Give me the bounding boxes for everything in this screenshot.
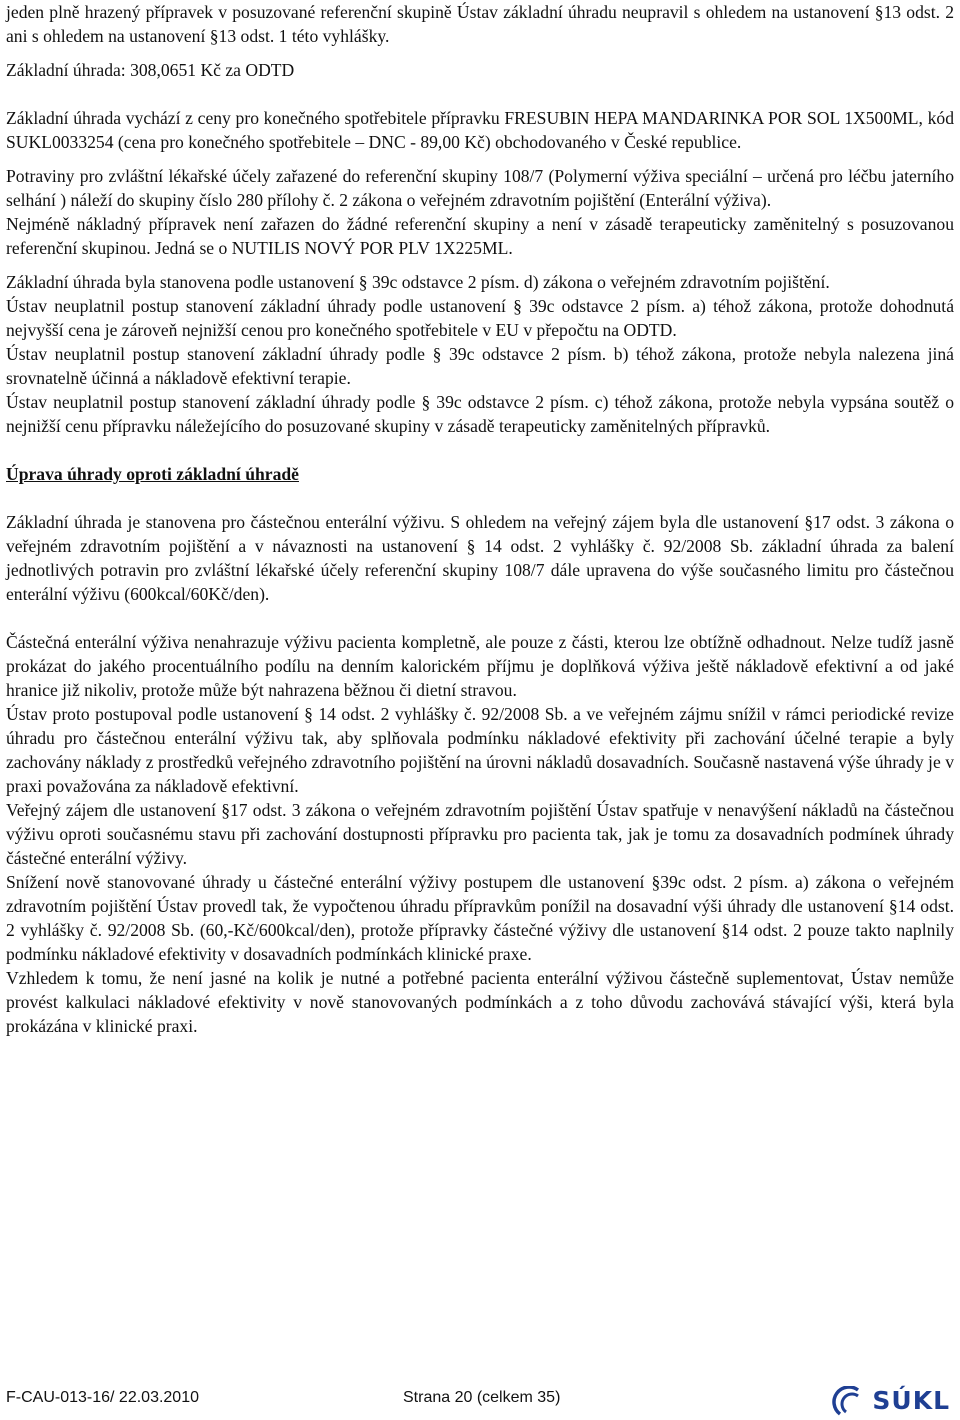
paragraph: jeden plně hrazený přípravek v posuzované referenční skupině Ústav základní úhradu neupravil s ohledem na ustanovení §13 odst. 2 ani s ohledem na ustanovení §13 odst. 1 této vyhlášky. (6, 2, 954, 46)
paragraph: Snížení nově stanovované úhrady u částečné enterální výživy postupem dle ustanovení §39c odst. 2 písm. a) zákona o veřejném zdravotním pojištění Ústav provedl tak, že vypočtenou úhradu přípravkům ponížil na dosavadní výši úhrady dle ustanovení §14 odst. 2 vyhlášky č. 92/2008 Sb. (60,-Kč/600kcal/den), protože přípravky částečné výživy dle ustanovení §14 odst. 2 pouze takto naplnily podmínku nákladové efektivity v dosavadních podmínkách klinické praxe. (6, 872, 954, 964)
paragraph: Ústav neuplatnil postup stanovení základní úhrady podle ustanovení § 39c odstavce 2 písm. a) téhož zákona, protože dohodnutá nejvyšší cena je zároveň nejnižší cenou pro konečného spotřebitele v EU v přepočtu na ODTD. (6, 296, 954, 340)
document-code: F-CAU-013-16/ 22.03.2010 (6, 1389, 199, 1406)
paragraph: Ústav neuplatnil postup stanovení základní úhrady podle § 39c odstavce 2 písm. b) téhož zákona, protože nebyla nalezena jiná srovnatelně účinná a nákladově efektivní terapie. (6, 344, 954, 388)
paragraph: Základní úhrada vychází z ceny pro konečného spotřebitele přípravku FRESUBIN HEPA MANDARINKA POR SOL 1X500ML, kód SUKL0033254 (cena pro konečného spotřebitele – DNC - 89,00 Kč) obchodovaného v České republice. (6, 108, 954, 152)
sukl-logo (828, 1384, 950, 1418)
logo-arcs-icon (828, 1386, 862, 1416)
paragraph: Ústav proto postupoval podle ustanovení § 14 odst. 2 vyhlášky č. 92/2008 Sb. a ve veřejném zájmu snížil v rámci periodické revize úhradu pro částečnou enterální výživu tak, aby splňovala podmínku nákladové efektivity při zachování účelné terapie a byly zachovány náklady z prostředků veřejného zdravotního pojištění na úrovni nákladů dosavadních. Současně nastavená výše úhrady je v praxi považována za nákladově efektivní. (6, 704, 954, 796)
document-body (6, 0, 954, 1038)
paragraph: Nejméně nákladný přípravek není zařazen do žádné referenční skupiny a není v zásadě terapeuticky zaměnitelný s posuzovanou referenční skupinou. Jedná se o NUTILIS NOVÝ POR PLV 1X225ML. (6, 214, 954, 258)
logo-text: SÚKL (872, 1386, 950, 1415)
paragraph: Veřejný zájem dle ustanovení §17 odst. 3 zákona o veřejném zdravotním pojištění Ústav spatřuje v nenavýšení nákladů na částečnou výživu oproti současnému stavu při zachování dostupnosti přípravku pro pacienta tak, jak je tomu za dosavadních podmínek úhrady částečné enterální výživy. (6, 800, 954, 868)
page-number: Strana 20 (celkem 35) (403, 1389, 561, 1406)
paragraph: Základní úhrada je stanovena pro částečnou enterální výživu. S ohledem na veřejný zájem byla dle ustanovení §17 odst. 3 zákona o veřejném zdravotním pojištění a v návaznosti na ustanovení § 14 odst. 2 vyhlášky č. 92/2008 Sb. základní úhrada za balení jednotlivých potravin pro zvláštní lékařské účely referenční skupiny 108/7 dále upravena do výše současného limitu pro částečnou enterální výživu (600kcal/60Kč/den). (6, 512, 954, 604)
section-heading: Úprava úhrady oproti základní úhradě (6, 464, 299, 484)
paragraph: Částečná enterální výživa nenahrazuje výživu pacienta kompletně, ale pouze z části, kterou lze obtížně odhadnout. Nelze tudíž jasně prokázat do jakého procentuálního podílu na denním kalorickém příjmu je doplňková výživa ještě nákladově efektivní a od jaké hranice již nikoliv, protože může být nahrazena běžnou či dietní stravou. (6, 632, 954, 700)
paragraph: Vzhledem k tomu, že není jasné na kolik je nutné a potřebné pacienta enterální výživou částečně suplementovat, Ústav nemůže provést kalkulaci nákladové efektivity v nově stanovovaných podmínkách a z toho důvodu zachovává stávající výši, která byla prokázána v klinické praxi. (6, 968, 954, 1036)
paragraph: Ústav neuplatnil postup stanovení základní úhrady podle § 39c odstavce 2 písm. c) téhož zákona, protože nebyla vypsána soutěž o nejnižší cenu přípravku náležejícího do posuzované skupiny v zásadě terapeuticky zaměnitelných přípravků. (6, 392, 954, 436)
paragraph-base-price: Základní úhrada: 308,0651 Kč za ODTD (6, 60, 295, 80)
paragraph: Základní úhrada byla stanovena podle ustanovení § 39c odstavce 2 písm. d) zákona o veřejném zdravotním pojištění. (6, 272, 830, 292)
page-footer (6, 1384, 954, 1418)
paragraph: Potraviny pro zvláštní lékařské účely zařazené do referenční skupiny 108/7 (Polymerní výživa speciální – určená pro léčbu jaterního selhání ) náleží do skupiny číslo 280 přílohy č. 2 zákona o veřejném zdravotním pojištění (Enterální výživa). (6, 166, 954, 210)
